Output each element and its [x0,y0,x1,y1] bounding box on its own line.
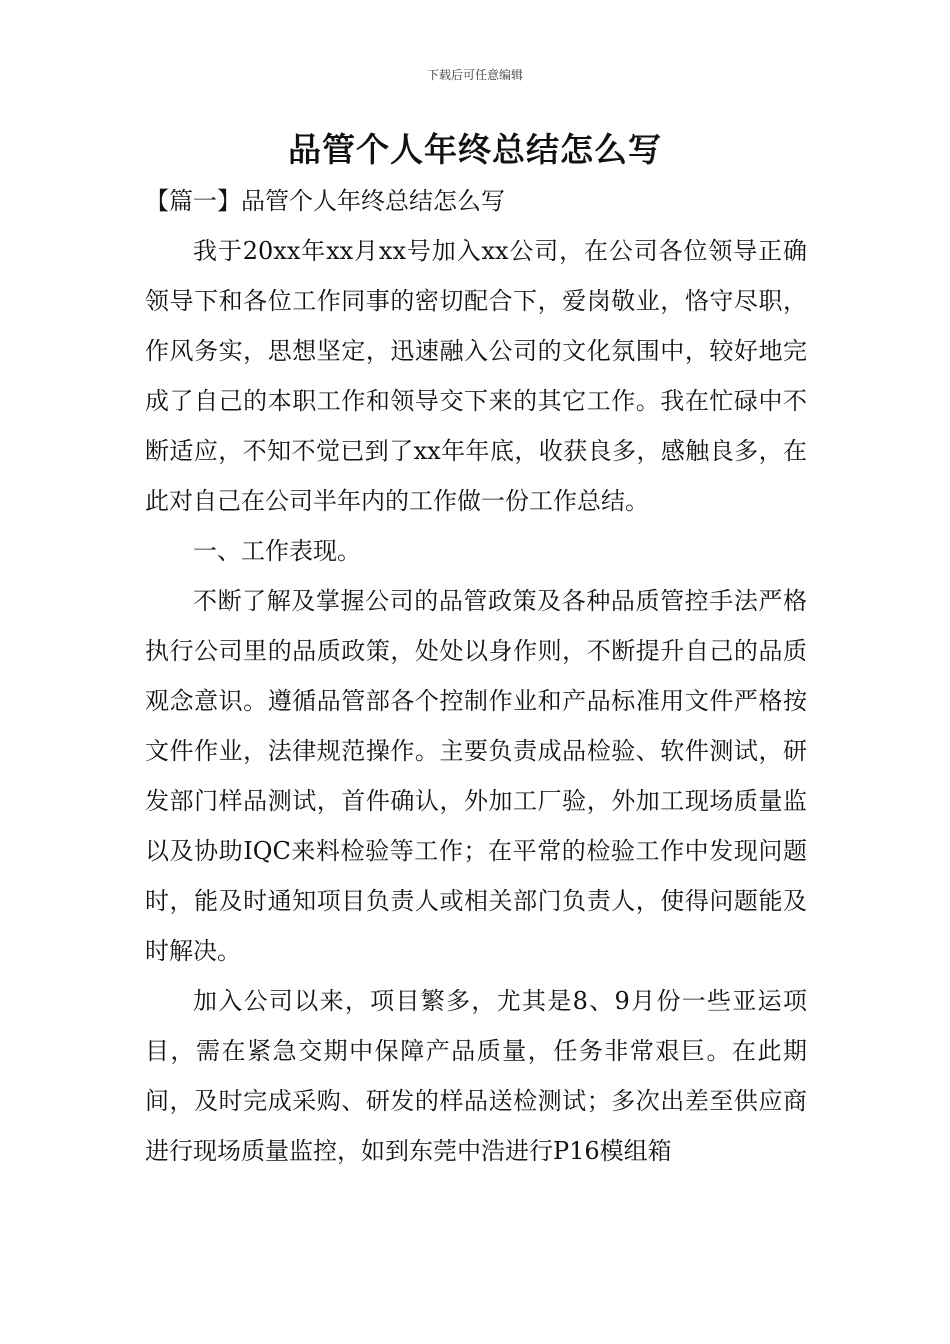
section-heading: 【篇一】品管个人年终总结怎么写 [145,187,505,215]
body-text [145,226,807,1176]
paragraph-work-performance: 不断了解及掌握公司的品管政策及各种品质管控手法严格执行公司里的品质政策，处处以身作则，不断提升自己的品质观念意识。遵循品管部各个控制作业和产品标准用文件严格按文件作业，法律规范操作。主要负责成品检验、软件测试，研发部门样品测试，首件确认，外加工厂验，外加工现场质量监以及协助IQC来料检验等工作；在平常的检验工作中发现问题时，能及时通知项目负责人或相关部门负责人，使得问题能及时解决。 [145,587,807,965]
paragraph-projects: 加入公司以来，项目繁多，尤其是8、9月份一些亚运项目，需在紧急交期中保障产品质量，任务非常艰巨。在此期间，及时完成采购、研发的样品送检测试；多次出差至供应商进行现场质量监控，如到东莞中浩进行P16模组箱 [145,987,807,1165]
paragraph-heading-work: 一、工作表现。 [193,537,361,565]
document-title: 品管个人年终总结怎么写 [288,130,662,169]
header-note: 下载后可任意编辑 [426,68,523,82]
paragraph-intro: 我于20xx年xx月xx号加入xx公司，在公司各位领导正确领导下和各位工作同事的密切配合下，爱岗敬业，恪守尽职，作风务实，思想坚定，迅速融入公司的文化氛围中，较好地完成了自己的本职工作和领导交下来的其它工作。我在忙碌中不断适应，不知不觉已到了xx年年底，收获良多，感触良多，在此对自己在公司半年内的工作做一份工作总结。 [145,237,807,515]
